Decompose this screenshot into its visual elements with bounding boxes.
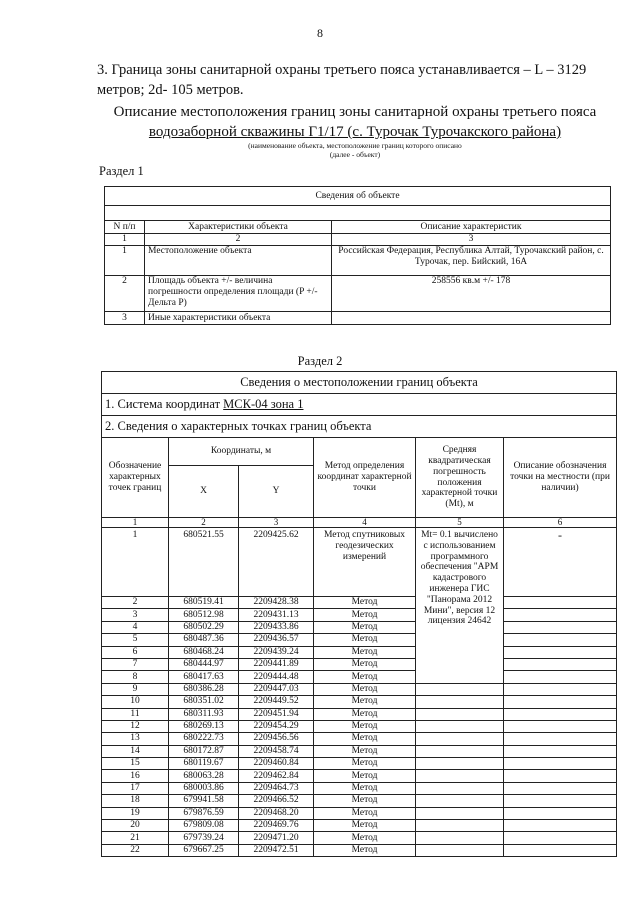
point-x: 679876.59	[169, 807, 239, 819]
point-description	[504, 708, 617, 720]
point-description	[504, 696, 617, 708]
point-y: 2209447.03	[239, 683, 314, 695]
point-method: Метод	[314, 621, 416, 633]
point-description	[504, 820, 617, 832]
row-characteristic: Иные характеристики объекта	[145, 312, 332, 325]
point-accuracy: Mt= 0.1 вычислено с использованием программного обеспечения "АРМ кадастрового инженера ГИС "Панорама 2012 Мини", версия 12 лицензия 24642	[416, 528, 504, 684]
point-number: 15	[102, 758, 169, 770]
point-method: Метод	[314, 820, 416, 832]
point-description	[504, 671, 617, 683]
point-x: 680487.36	[169, 634, 239, 646]
point-description	[504, 609, 617, 621]
intro-paragraph: 3. Граница зоны санитарной охраны третьего пояса устанавливается – L – 3129 метров; 2d- 105 метров.	[97, 62, 587, 98]
point-method: Метод	[314, 832, 416, 844]
table-row	[102, 696, 617, 708]
point-number: 8	[102, 671, 169, 683]
point-x: 680444.97	[169, 658, 239, 670]
point-x: 680502.29	[169, 621, 239, 633]
point-number: 22	[102, 844, 169, 856]
point-method: Метод	[314, 609, 416, 621]
header-method: Метод определения координат характерной точки	[314, 438, 416, 518]
point-x: 680063.28	[169, 770, 239, 782]
section-1-label: Раздел 1	[99, 164, 144, 178]
header-designation: Обозначение характерных точек границ	[102, 438, 169, 518]
description-heading	[90, 102, 620, 142]
point-number: 20	[102, 820, 169, 832]
col-number: 1	[105, 234, 145, 246]
object-info-table	[104, 186, 611, 325]
col-number: 4	[314, 518, 416, 528]
point-x: 679739.24	[169, 832, 239, 844]
point-number: 18	[102, 795, 169, 807]
point-y: 2209433.86	[239, 621, 314, 633]
point-number: 19	[102, 807, 169, 819]
point-method: Метод	[314, 745, 416, 757]
page-number: 8	[317, 26, 323, 40]
header-x: X	[169, 466, 239, 518]
point-accuracy	[416, 696, 504, 708]
point-accuracy	[416, 745, 504, 757]
points-section-title: 2. Сведения о характерных точках границ объекта	[102, 416, 617, 438]
point-y: 2209458.74	[239, 745, 314, 757]
point-number: 5	[102, 634, 169, 646]
point-number: 3	[102, 609, 169, 621]
row-characteristic: Площадь объекта +/- величина погрешности определения площади (P +/- Дельта P)	[145, 276, 332, 312]
point-description	[504, 832, 617, 844]
point-accuracy	[416, 720, 504, 732]
col-number: 2	[145, 234, 332, 246]
table-row	[105, 276, 611, 312]
point-accuracy	[416, 733, 504, 745]
table-row	[105, 312, 611, 325]
point-description	[504, 658, 617, 670]
boundary-points-table	[101, 371, 617, 857]
point-y: 2209425.62	[239, 528, 314, 597]
coordinate-system-name: МСК-04 зона 1	[223, 397, 304, 412]
point-number: 16	[102, 770, 169, 782]
col-number: 6	[504, 518, 617, 528]
table-row	[102, 733, 617, 745]
point-y: 2209439.24	[239, 646, 314, 658]
point-x: 680119.67	[169, 758, 239, 770]
coordinate-system-prefix: 1. Система координат	[105, 397, 224, 412]
point-accuracy	[416, 683, 504, 695]
table-row	[102, 528, 617, 597]
point-description	[504, 770, 617, 782]
point-description	[504, 758, 617, 770]
object-info-title: Сведения об объекте	[105, 187, 611, 206]
table-row	[102, 609, 617, 621]
point-y: 2209451.94	[239, 708, 314, 720]
point-x: 680417.63	[169, 671, 239, 683]
point-method: Метод	[314, 683, 416, 695]
point-description	[504, 634, 617, 646]
point-method: Метод	[314, 658, 416, 670]
point-y: 2209456.56	[239, 733, 314, 745]
row-description: 258556 кв.м +/- 178	[332, 276, 611, 312]
point-number: 12	[102, 720, 169, 732]
header-accuracy: Средняя квадратическая погрешность положения характерной точки (Mt), м	[416, 438, 504, 518]
col-number: 3	[239, 518, 314, 528]
point-y: 2209441.89	[239, 658, 314, 670]
point-y: 2209462.84	[239, 770, 314, 782]
point-accuracy	[416, 820, 504, 832]
point-method: Метод	[314, 844, 416, 856]
point-method: Метод	[314, 733, 416, 745]
point-accuracy	[416, 807, 504, 819]
point-number: 1	[102, 528, 169, 597]
point-y: 2209472.51	[239, 844, 314, 856]
point-y: 2209460.84	[239, 758, 314, 770]
table-row	[102, 621, 617, 633]
table-row	[102, 844, 617, 856]
point-description	[504, 844, 617, 856]
description-line-2: водозаборной скважины Г1/17 (с. Турочак Турочакского района)	[148, 124, 562, 140]
point-y: 2209428.38	[239, 597, 314, 609]
point-description	[504, 720, 617, 732]
table-row	[102, 745, 617, 757]
point-method: Метод спутниковых геодезических измерений	[314, 528, 416, 597]
point-number: 14	[102, 745, 169, 757]
point-x: 680512.98	[169, 609, 239, 621]
description-line-1: Описание местоположения границ зоны санитарной охраны третьего пояса	[113, 104, 597, 120]
row-number: 2	[105, 276, 145, 312]
point-x: 679941.58	[169, 795, 239, 807]
point-x: 680003.86	[169, 782, 239, 794]
table-row	[102, 807, 617, 819]
point-x: 680311.93	[169, 708, 239, 720]
point-accuracy	[416, 770, 504, 782]
table-row	[102, 770, 617, 782]
header-point-description: Описание обозначения точки на местности (при наличии)	[504, 438, 617, 518]
point-accuracy	[416, 844, 504, 856]
point-accuracy	[416, 795, 504, 807]
point-method: Метод	[314, 770, 416, 782]
point-x: 680386.28	[169, 683, 239, 695]
col-number: 5	[416, 518, 504, 528]
header-y: Y	[239, 466, 314, 518]
point-x: 680351.02	[169, 696, 239, 708]
point-y: 2209469.76	[239, 820, 314, 832]
table-row	[102, 782, 617, 794]
header-coordinates: Координаты, м	[169, 438, 314, 466]
point-description: -	[504, 528, 617, 597]
point-x: 680222.73	[169, 733, 239, 745]
header-characteristic: Характеристики объекта	[145, 221, 332, 234]
row-description	[332, 312, 611, 325]
point-method: Метод	[314, 646, 416, 658]
point-number: 10	[102, 696, 169, 708]
point-description	[504, 597, 617, 609]
point-number: 7	[102, 658, 169, 670]
point-x: 679809.08	[169, 820, 239, 832]
point-accuracy	[416, 708, 504, 720]
point-method: Метод	[314, 671, 416, 683]
point-description	[504, 745, 617, 757]
point-x: 680519.41	[169, 597, 239, 609]
point-method: Метод	[314, 634, 416, 646]
point-y: 2209466.52	[239, 795, 314, 807]
point-x: 680521.55	[169, 528, 239, 597]
point-description	[504, 646, 617, 658]
point-y: 2209464.73	[239, 782, 314, 794]
point-method: Метод	[314, 597, 416, 609]
point-y: 2209436.57	[239, 634, 314, 646]
coordinate-system	[102, 394, 617, 416]
point-number: 9	[102, 683, 169, 695]
col-number: 2	[169, 518, 239, 528]
point-y: 2209431.13	[239, 609, 314, 621]
table-row	[102, 658, 617, 670]
point-accuracy	[416, 832, 504, 844]
row-description: Российская Федерация, Республика Алтай, Турочакский район, с. Турочак, пер. Бийский, 16А	[332, 246, 611, 276]
point-description	[504, 795, 617, 807]
row-number: 3	[105, 312, 145, 325]
point-x: 680172.87	[169, 745, 239, 757]
point-description	[504, 621, 617, 633]
table-row	[102, 795, 617, 807]
table-row	[102, 597, 617, 609]
boundary-table-title: Сведения о местоположении границ объекта	[102, 372, 617, 394]
table-row	[102, 758, 617, 770]
point-description	[504, 683, 617, 695]
section-2-label: Раздел 2	[297, 354, 343, 368]
header-number: N п/п	[105, 221, 145, 234]
point-description	[504, 807, 617, 819]
point-x: 680468.24	[169, 646, 239, 658]
table-row	[102, 646, 617, 658]
row-characteristic: Местоположение объекта	[145, 246, 332, 276]
point-method: Метод	[314, 795, 416, 807]
point-y: 2209449.52	[239, 696, 314, 708]
point-y: 2209471.20	[239, 832, 314, 844]
point-number: 11	[102, 708, 169, 720]
point-method: Метод	[314, 758, 416, 770]
point-number: 2	[102, 597, 169, 609]
description-caption	[90, 141, 620, 159]
point-accuracy	[416, 758, 504, 770]
col-number: 1	[102, 518, 169, 528]
point-method: Метод	[314, 696, 416, 708]
point-method: Метод	[314, 720, 416, 732]
table-row	[105, 246, 611, 276]
point-x: 680269.13	[169, 720, 239, 732]
point-number: 6	[102, 646, 169, 658]
row-number: 1	[105, 246, 145, 276]
table-row	[102, 683, 617, 695]
caption-line-2: (далее - объект)	[329, 150, 381, 159]
point-x: 679667.25	[169, 844, 239, 856]
table-row	[102, 634, 617, 646]
table-row	[102, 832, 617, 844]
table-row	[102, 720, 617, 732]
point-y: 2209468.20	[239, 807, 314, 819]
point-method: Метод	[314, 708, 416, 720]
table-row	[102, 708, 617, 720]
caption-line-1: (наименование объекта, местоположение границ которого описано	[248, 141, 462, 150]
col-number: 3	[332, 234, 611, 246]
point-accuracy	[416, 782, 504, 794]
point-number: 13	[102, 733, 169, 745]
blank-row	[105, 206, 611, 221]
point-method: Метод	[314, 807, 416, 819]
point-number: 4	[102, 621, 169, 633]
header-description: Описание характеристик	[332, 221, 611, 234]
table-row	[102, 671, 617, 683]
point-number: 21	[102, 832, 169, 844]
point-description	[504, 733, 617, 745]
table-row	[102, 820, 617, 832]
point-number: 17	[102, 782, 169, 794]
point-method: Метод	[314, 782, 416, 794]
point-y: 2209454.29	[239, 720, 314, 732]
point-description	[504, 782, 617, 794]
point-y: 2209444.48	[239, 671, 314, 683]
